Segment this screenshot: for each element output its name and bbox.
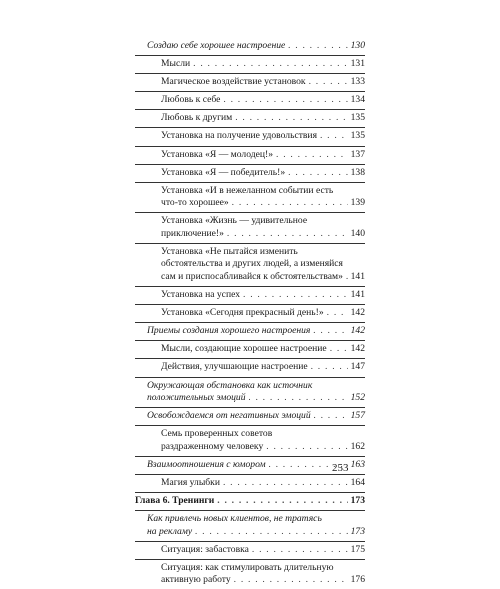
toc-entry-title-line: Ситуация: забастовка	[161, 543, 249, 555]
toc-subsection-entry	[135, 361, 365, 377]
toc-entry-title-line: Окружающая обстановка как источник	[147, 379, 313, 391]
dot-leader	[217, 495, 347, 508]
dot-leader	[309, 76, 348, 89]
toc-entry-title-line: Создаю себе хорошее настроение	[147, 40, 286, 51]
toc-section-entry	[135, 410, 365, 426]
toc-page-number: 131	[350, 58, 365, 70]
toc-entry-title-line: Действия, улучшающие настроение	[161, 361, 308, 373]
toc-entry-title-line: Взаимоотношения с юмором	[147, 458, 266, 470]
toc-subsection-entry	[135, 58, 365, 74]
toc-subsection-entry	[135, 289, 365, 305]
toc-page-number: 135	[350, 130, 365, 142]
toc-entry-title-line: Ситуация: как стимулировать длительную	[161, 561, 334, 573]
toc-entry-title-line: Любовь к себе	[161, 94, 221, 106]
dot-leader	[243, 289, 348, 302]
toc-entry-title-line: Как привлечь новых клиентов, не тратясь	[147, 513, 322, 525]
dot-leader	[249, 392, 348, 405]
dot-leader	[193, 58, 347, 71]
toc-entry-title-line: Освобождаемся от негативных эмоций	[147, 410, 311, 422]
dot-leader	[320, 130, 348, 143]
toc-section-entry	[135, 513, 365, 542]
dot-leader	[346, 271, 348, 284]
toc-entry-title-line: обстоятельства и других людей, а изменяйся	[161, 258, 343, 270]
toc-entry-title-line: Установка на успех	[161, 289, 241, 301]
dot-leader	[227, 228, 348, 241]
dot-leader	[288, 167, 347, 180]
dot-leader	[276, 149, 348, 162]
toc-entry-title-line: Приемы создания хорошего настроения	[147, 325, 311, 337]
toc-subsection-entry	[135, 307, 365, 323]
toc-subsection-entry	[135, 428, 365, 457]
dot-leader	[327, 307, 348, 320]
toc-entry-title-line: Глава 6. Тренинги	[135, 494, 215, 506]
toc-subsection-entry	[135, 544, 365, 560]
dot-leader	[313, 325, 347, 338]
toc-entry-title-line: Установка «И в нежеланном событии есть	[161, 184, 334, 196]
toc-page-number: 142	[350, 343, 365, 355]
toc-entry-title-line: что-то хорошее»	[161, 197, 229, 209]
table-of-contents	[135, 40, 365, 589]
toc-subsection-entry	[135, 562, 365, 589]
toc-page-number: 141	[350, 289, 365, 301]
dot-leader	[288, 40, 347, 53]
dot-leader	[266, 441, 347, 454]
toc-subsection-entry	[135, 76, 365, 92]
toc-entry-title-line: положительных эмоций	[147, 392, 246, 403]
dot-leader	[330, 343, 348, 356]
toc-section-entry	[135, 459, 365, 475]
toc-page-number: 133	[350, 76, 365, 88]
toc-section-entry	[135, 380, 365, 409]
dot-leader	[311, 361, 348, 374]
toc-entry-title-line: сам и приспосабливайся к обстоятельствам»	[161, 270, 343, 282]
toc-subsection-entry	[135, 246, 365, 287]
toc-chapter-entry	[135, 495, 365, 511]
toc-subsection-entry	[135, 185, 365, 214]
toc-page-number: 164	[350, 476, 365, 488]
toc-entry-title-line: Установка «Жизнь — удивительное	[161, 215, 308, 227]
toc-page-number: 140	[350, 227, 365, 239]
toc-entry-title-line: Мысли	[161, 58, 191, 70]
toc-page-number: 163	[350, 458, 365, 470]
toc-page-number: 152	[350, 392, 365, 403]
toc-page-number: 147	[350, 361, 365, 373]
toc-entry-title-line: активную работу	[161, 574, 231, 586]
toc-entry-title-line: Магическое воздействие установок	[161, 76, 306, 88]
toc-subsection-entry	[135, 149, 365, 165]
toc-page-number: 162	[350, 440, 365, 452]
dot-leader	[195, 526, 347, 539]
toc-entry-title-line: Установка на получение удовольствия	[161, 130, 317, 142]
dot-leader	[223, 94, 347, 107]
toc-page-number: 176	[350, 574, 365, 586]
toc-subsection-entry	[135, 167, 365, 183]
toc-page-number: 141	[350, 270, 365, 282]
toc-subsection-entry	[135, 112, 365, 128]
toc-entry-title-line: Установка «Я — молодец!»	[161, 148, 273, 160]
toc-page-number: 173	[350, 494, 365, 506]
toc-page-number: 142	[350, 307, 365, 319]
toc-page-number: 175	[350, 543, 365, 555]
toc-section-entry	[135, 40, 365, 56]
dot-leader	[314, 410, 348, 423]
dot-leader	[234, 574, 348, 587]
toc-entry-title-line: Установка «Я — победитель!»	[161, 166, 286, 178]
toc-entry-title-line: Установка «Сегодня прекрасный день!»	[161, 307, 324, 319]
toc-page-number: 139	[350, 197, 365, 209]
toc-page-number: 142	[350, 325, 365, 337]
toc-entry-title-line: на рекламу	[147, 525, 193, 537]
dot-leader	[252, 544, 348, 557]
toc-entry-title-line: Любовь к другим	[161, 112, 233, 124]
toc-page-number: 137	[350, 148, 365, 160]
toc-section-entry	[135, 325, 365, 341]
dot-leader	[232, 197, 348, 210]
toc-page-number: 157	[350, 410, 365, 422]
toc-subsection-entry	[135, 130, 365, 146]
toc-entry-title-line: Установка «Не пытайся изменить	[161, 245, 298, 257]
toc-page-number: 138	[350, 166, 365, 178]
page-number: 253	[332, 462, 349, 474]
toc-entry-title-line: Семь проверенных советов	[161, 428, 273, 440]
dot-leader	[223, 477, 348, 490]
toc-subsection-entry	[135, 215, 365, 244]
dot-leader	[235, 112, 347, 125]
toc-subsection-entry	[135, 94, 365, 110]
toc-page-number: 173	[350, 525, 365, 537]
toc-subsection-entry	[135, 343, 365, 359]
toc-entry-title-line: приключение!»	[161, 227, 224, 239]
toc-page-number: 134	[350, 94, 365, 106]
toc-entry-title-line: Мысли, создающие хорошее настроение	[161, 343, 327, 355]
toc-subsection-entry	[135, 477, 365, 493]
toc-entry-title-line: Магия улыбки	[161, 476, 220, 488]
toc-page-number: 130	[350, 40, 365, 51]
toc-entry-title-line: раздраженному человеку	[161, 440, 264, 452]
toc-page-number: 135	[350, 112, 365, 124]
